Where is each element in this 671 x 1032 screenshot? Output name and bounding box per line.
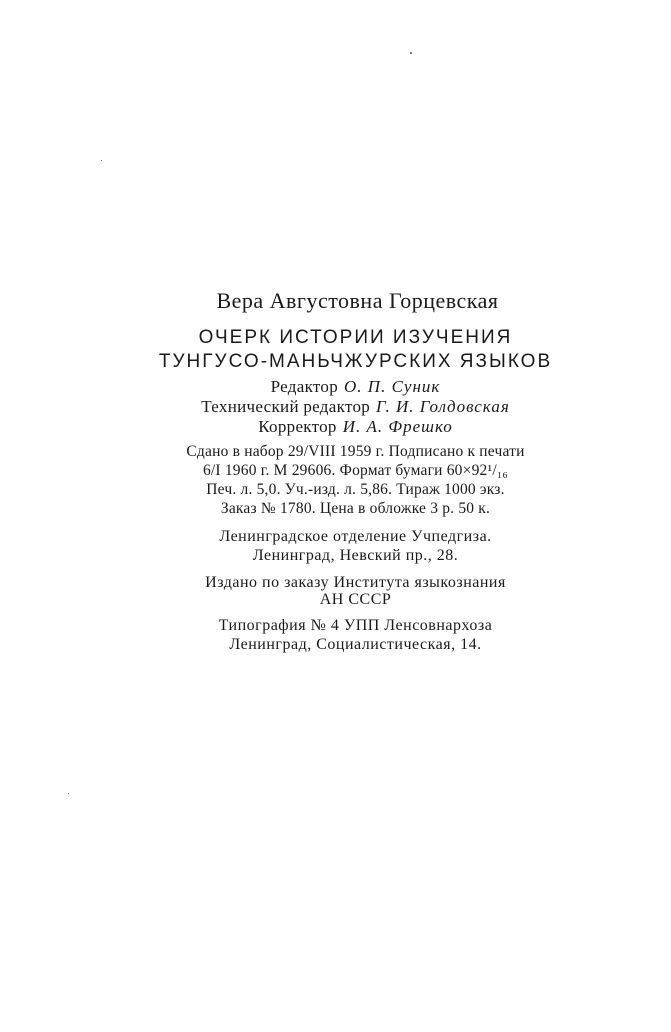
print-speck bbox=[410, 52, 412, 54]
staff-role: Редактор bbox=[270, 377, 339, 396]
staff-name: О. П. Суник bbox=[344, 377, 441, 396]
book-title-line-2: ТУНГУСО-МАНЬЧЖУРСКИХ ЯЗЫКОВ bbox=[158, 351, 553, 372]
order-line-2: АН СССР bbox=[319, 591, 392, 608]
publisher-line-1: Ленинградское отделение Учпедгиза. bbox=[219, 528, 492, 545]
print-speck bbox=[101, 160, 102, 161]
staff-role: Технический редактор bbox=[201, 397, 371, 416]
order-line-1: Издано по заказу Института языкознания bbox=[205, 574, 506, 591]
imprint-line-1: Сдано в набор 29/VIII 1959 г. Подписано к печати bbox=[186, 443, 525, 460]
staff-name: И. А. Фрешко bbox=[342, 417, 453, 436]
staff-role: Корректор bbox=[258, 417, 337, 436]
imprint-line-4: Заказ № 1780. Цена в обложке 3 р. 50 к. bbox=[220, 500, 491, 517]
staff-name: Г. И. Голдовская bbox=[376, 397, 510, 416]
staff-row-tech-editor bbox=[0, 397, 671, 417]
staff-row-proofreader bbox=[0, 417, 671, 437]
author-name: Вера Августовна Горцевская bbox=[216, 288, 499, 313]
book-title-line-1: ОЧЕРК ИСТОРИИ ИЗУЧЕНИЯ bbox=[198, 327, 513, 348]
printer-line-2: Ленинград, Социалистическая, 14. bbox=[229, 636, 482, 653]
printer-line-1: Типография № 4 УПП Ленсовнархоза bbox=[218, 617, 493, 634]
staff-row-editor bbox=[0, 377, 671, 397]
imprint-line-2: 6/I 1960 г. М 29606. Формат бумаги 60×92¹/₁₆ bbox=[202, 462, 509, 479]
publisher-line-2: Ленинград, Невский пр., 28. bbox=[252, 547, 459, 564]
print-speck bbox=[68, 793, 69, 794]
imprint-line-3: Печ. л. 5,0. Уч.-изд. л. 5,86. Тираж 1000 экз. bbox=[206, 481, 505, 498]
